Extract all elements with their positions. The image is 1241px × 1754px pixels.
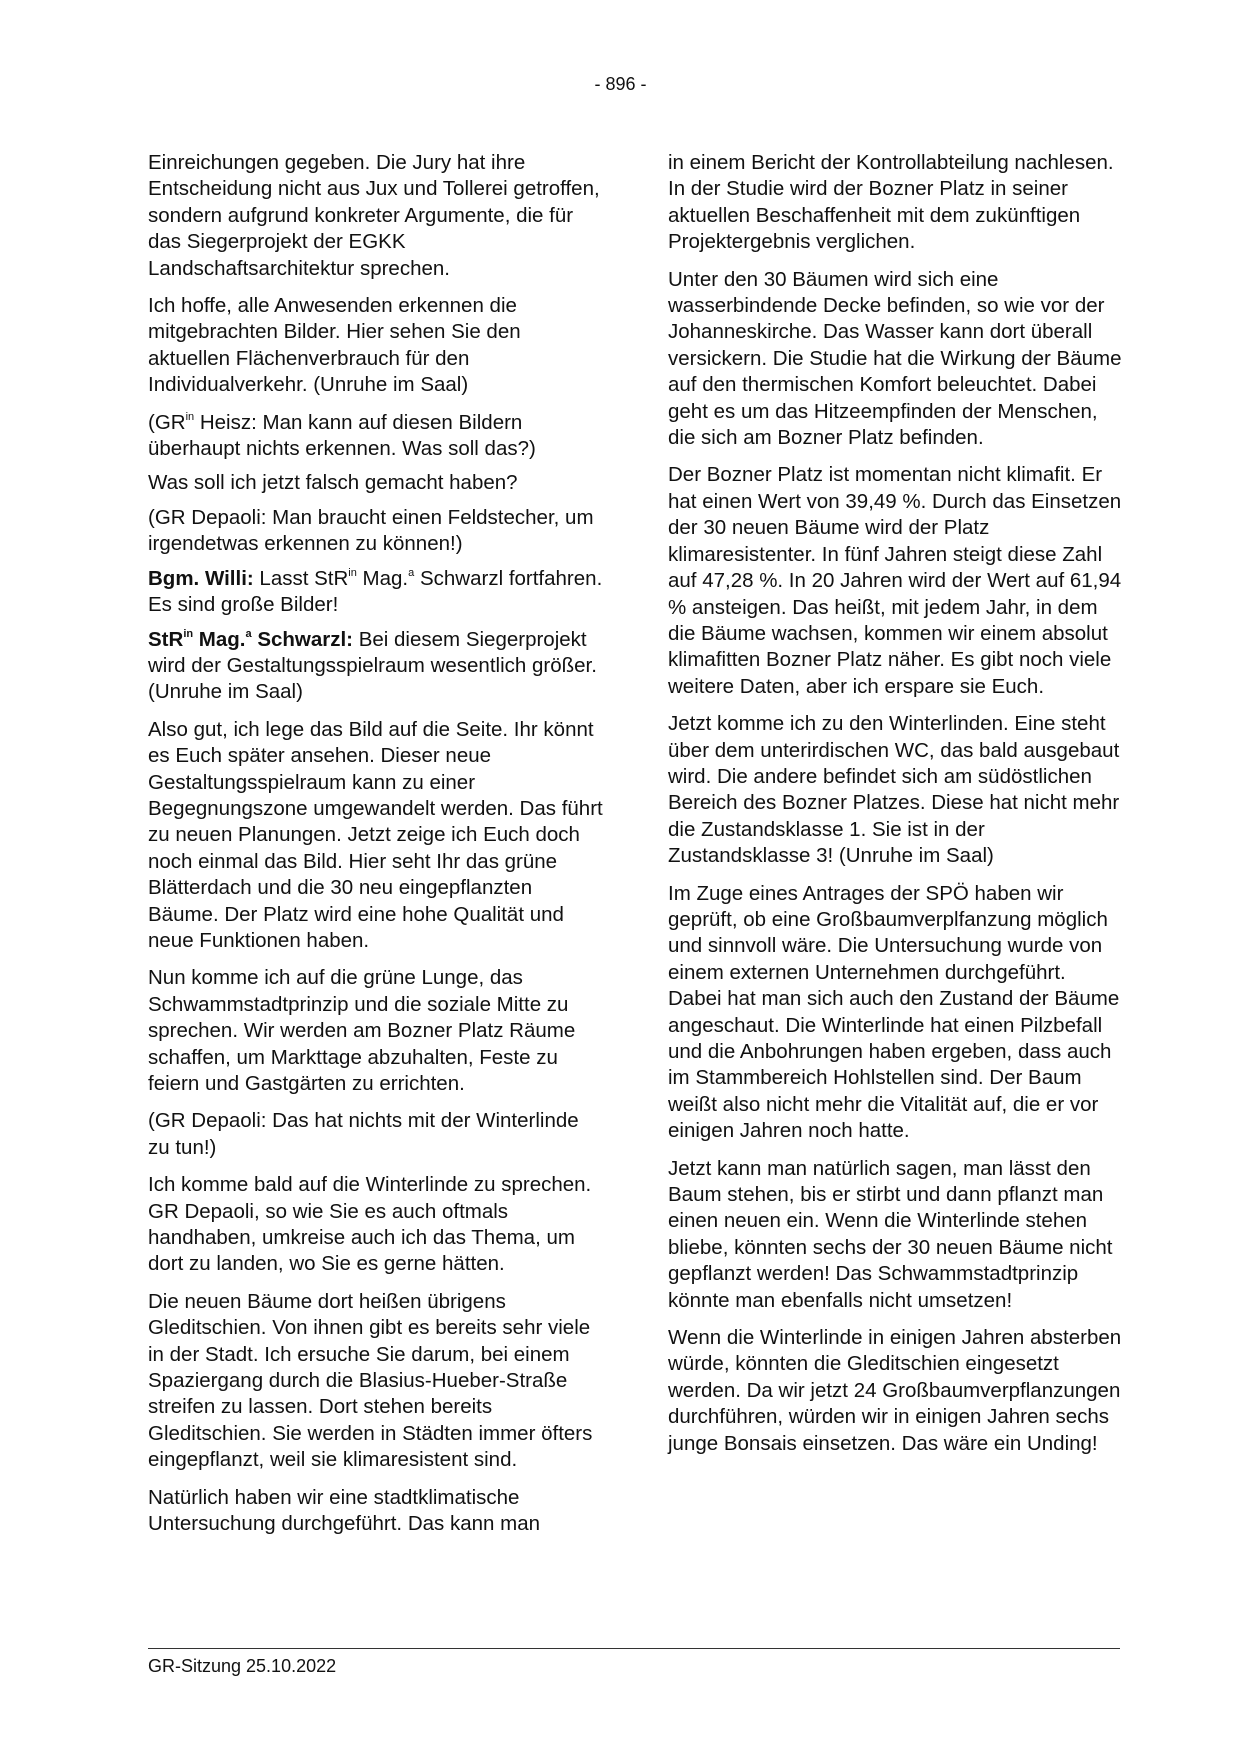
right-column: [668, 150, 1124, 1468]
speaker-name: StR$^{in}$ Mag.$^a$ Schwarzl:: [148, 627, 354, 651]
paragraph: Im Zuge eines Antrages der SPÖ haben wir geprüft, ob eine Großbaumverplfanzung möglich und sinnvoll wäre. Die Untersuchung wurde von einem externen Unternehmen durchgeführt. Dabei hat man sich auch den Zustand der Bäume angeschaut. Die Winterlinde hat einen Pilzbefall und die Anbohrungen haben ergeben, dass auch im Stammbereich Hohlstellen sind. Der Baum weißt also nicht mehr die Vitalität auf, die er vor einigen Jahren noch hatte.: [668, 881, 1120, 1143]
paragraph: Die neuen Bäume dort heißen übrigens Gleditschien. Von ihnen gibt es bereits sehr viele in der Stadt. Ich ersuche Sie darum, bei einem Spaziergang durch die Blasius-Hueber-Straße streifen zu lassen. Dort stehen bereits Gleditschien. Sie werden in Städten immer öfters eingepflanzt, weil sie klimaresistent sind.: [148, 1289, 593, 1472]
footer-divider: [148, 1648, 1120, 1649]
paragraph: Ich hoffe, alle Anwesenden erkennen die mitgebrachten Bilder. Hier sehen Sie den aktuellen Flächenverbrauch für den Individualverkehr. (Unruhe im Saal): [148, 294, 521, 397]
paragraph: Jetzt kann man natürlich sagen, man lässt den Baum stehen, bis er stirbt und dann pflanzt man einen neuen ein. Wenn die Winterlinde stehen bliebe, könnten sechs der 30 neuen Bäume nicht gepflanzt werden! Das Schwammstadtprinzip könnte man ebenfalls nicht umsetzen!: [668, 1156, 1113, 1312]
left-column: [148, 150, 604, 1549]
speaker-name: Bgm. Willi:: [148, 566, 254, 590]
page-number: - 896 -: [594, 74, 647, 94]
paragraph: Nun komme ich auf die grüne Lunge, das Schwammstadtprinzip und die soziale Mitte zu sprechen. Wir werden am Bozner Platz Räume schaffen, um Markttage abzuhalten, Feste zu feiern und Gastgärten zu errichten.: [148, 966, 576, 1095]
paragraph: Der Bozner Platz ist momentan nicht klimafit. Er hat einen Wert von 39,49 %. Durch das Einsetzen der 30 neuen Bäume wird der Platz klimaresistenter. In fünf Jahren steigt diese Zahl auf 47,28 %. In 20 Jahren wird der Wert auf 61,94 % ansteigen. Das heißt, mit jedem Jahr, in dem die Bäume wachsen, kommen wir einem absolut klimafitten Bozner Platz näher. Es gibt noch viele weitere Daten, aber ich erspare sie Euch.: [668, 463, 1122, 698]
speaker-paragraph: StR$^{in}$ Mag.$^a$ Schwarzl: Bei diesem Siegerprojekt wird der Gestaltungsspielraum wesentlich größer. (Unruhe im Saal): [148, 627, 597, 704]
interjection: ($GR^{in}$ Heisz: Man kann auf diesen Bildern überhaupt nichts erkennen. Was soll das?): [148, 410, 536, 461]
paragraph: Einreichungen gegeben. Die Jury hat ihre Entscheidung nicht aus Jux und Tollerei getroffen, sondern aufgrund konkreter Argumente, die für das Siegerprojekt der EGKK Landschaftsarchitektur sprechen.: [148, 151, 600, 280]
paragraph: Unter den 30 Bäumen wird sich eine wasserbindende Decke befinden, so wie vor der Johanneskirche. Das Wasser kann dort überall versickern. Die Studie hat die Wirkung der Bäume auf den thermischen Komfort beleuchtet. Dabei geht es um das Hitzeempfinden der Menschen, die sich am Bozner Platz befinden.: [668, 267, 1122, 450]
paragraph: in einem Bericht der Kontrollabteilung nachlesen. In der Studie wird der Bozner Platz in seiner aktuellen Beschaffenheit mit dem zukünftigen Projektergebnis verglichen.: [668, 151, 1114, 254]
speaker-paragraph: Bgm. Willi: Lasst StR$^{in}$ Mag.$^a$ Schwarzl fortfahren. Es sind große Bilder!: [148, 566, 603, 617]
paragraph: Was soll ich jetzt falsch gemacht haben?: [148, 471, 518, 495]
footer-text: GR-Sitzung 25.10.2022: [148, 1656, 337, 1676]
paragraph: Ich komme bald auf die Winterlinde zu sprechen. GR Depaoli, so wie Sie es auch oftmals handhaben, umkreise auch ich das Thema, um dort zu landen, wo Sie es gerne hätten.: [148, 1173, 592, 1276]
interjection: (GR Depaoli: Man braucht einen Feldstecher, um irgendetwas erkennen zu können!): [148, 505, 594, 556]
paragraph: Natürlich haben wir eine stadtklimatische Untersuchung durchgeführt. Das kann man: [148, 1485, 541, 1536]
interjection: (GR Depaoli: Das hat nichts mit der Winterlinde zu tun!): [148, 1109, 579, 1159]
paragraph: Wenn die Winterlinde in einigen Jahren absterben würde, könnten die Gleditschien eingesetzt werden. Da wir jetzt 24 Großbaumverpflanzungen durchführen, würden wir in einigen Jahren sechs junge Bonsais einsetzen. Das wäre ein Unding!: [668, 1326, 1122, 1455]
paragraph: Jetzt komme ich zu den Winterlinden. Eine steht über dem unterirdischen WC, das bald ausgebaut wird. Die andere befindet sich am südöstlichen Bereich des Bozner Platzes. Diese hat nicht mehr die Zustandsklasse 1. Sie ist in der Zustandsklasse 3! (Unruhe im Saal): [668, 712, 1120, 868]
paragraph: Also gut, ich lege das Bild auf die Seite. Ihr könnt es Euch später ansehen. Dieser neue Gestaltungsspielraum kann zu einer Begegnungszone umgewandelt werden. Das führt zu neuen Planungen. Jetzt zeige ich Euch doch noch einmal das Bild. Hier seht Ihr das grüne Blätterdach und die 30 neu eingepflanzten Bäume. Der Platz wird eine hohe Qualität und neue Funktionen haben.: [148, 717, 603, 952]
